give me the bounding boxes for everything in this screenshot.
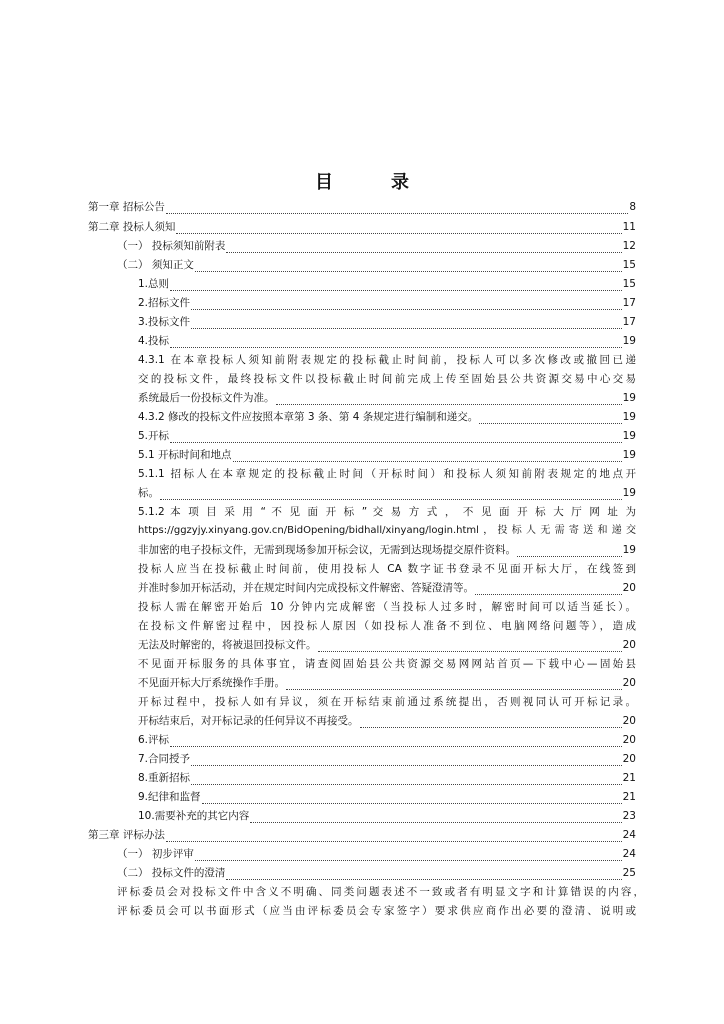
toc-entry[interactable]: [138, 429, 636, 443]
toc-entry[interactable]: [138, 676, 636, 690]
toc-entry-page: 20: [622, 753, 636, 765]
toc-entry-line: 投标人应当在投标截止时间前，使用投标人 CA 数字证书登录不见面开标大厅，在线签到: [138, 563, 636, 575]
toc-entry-label: 7.合同授予: [138, 753, 191, 765]
toc-entry-label: 2.招标文件: [138, 297, 191, 309]
toc-entry-page: 17: [622, 316, 636, 328]
toc-entry[interactable]: [138, 581, 636, 595]
toc-entry[interactable]: [138, 543, 636, 557]
toc-entry-page: 20: [622, 677, 636, 689]
toc-entry-label: 标。: [138, 487, 159, 499]
toc-entry-page: 20: [622, 715, 636, 727]
toc-entry-label: （二） 投标文件的澄清: [117, 867, 226, 879]
body-text-line: 评标委员会对投标文件中含义不明确、同类问题表述不一致或者有明显文字和计算错误的内容，: [117, 886, 644, 898]
toc-entry-line: 开标过程中，投标人如有异议，须在开标结束前通过系统提出，否则视同认可开标记录。: [138, 696, 636, 708]
toc-entry-label: 并准时参加开标活动，并在规定时间内完成投标文件解密、答疑澄清等。: [138, 582, 474, 594]
toc-entry-label: 第三章 评标办法: [88, 829, 165, 841]
toc-entry-line: 不见面开标服务的具体事宜，请查阅固始县公共资源交易网网站首页—下载中心—固始县: [138, 658, 636, 670]
toc-entry-page: 12: [622, 240, 636, 252]
toc-entry-label: 3.投标文件: [138, 316, 191, 328]
toc-entry[interactable]: [138, 486, 636, 500]
toc-entry-page: 20: [622, 639, 636, 651]
toc-entry-page: 17: [622, 297, 636, 309]
toc-entry-label: 6.评标: [138, 734, 170, 746]
toc-entry-page: 15: [622, 278, 636, 290]
toc-entry[interactable]: [138, 296, 636, 310]
toc-entry-page: 25: [622, 867, 636, 879]
toc-entry[interactable]: [138, 391, 636, 405]
toc-entry[interactable]: [117, 239, 636, 253]
body-text-line: 评标委员会可以书面形式（应当由评标委员会专家签字）要求供应商作出必要的澄清、说明或: [117, 905, 636, 917]
toc-entry-page: 19: [622, 430, 636, 442]
toc-entry-label: 8.重新招标: [138, 772, 191, 784]
toc-entry-page: 19: [622, 449, 636, 461]
toc-entry-page: 19: [622, 487, 636, 499]
toc-entry-line: 交的投标文件，最终投标文件以投标截止时间前完成上传至固始县公共资源交易中心交易: [138, 373, 636, 385]
toc-entry-label: 4.投标: [138, 335, 170, 347]
toc-entry-line: 在投标文件解密过程中，因投标人原因（如投标人准备不到位、电脑网络问题等），造成: [138, 620, 636, 632]
toc-entry[interactable]: [138, 638, 636, 652]
toc-entry-page: 8: [629, 201, 636, 213]
toc-entry-page: 21: [622, 772, 636, 784]
page-title: 目 录: [315, 172, 429, 193]
toc-entry-label: 非加密的电子投标文件，无需到现场参加开标会议，无需到达现场提交原件资料。: [138, 544, 516, 556]
toc-entry[interactable]: [138, 809, 636, 823]
toc-entry[interactable]: [138, 733, 636, 747]
toc-entry-label: 1.总则: [138, 278, 170, 290]
toc-entry-page: 19: [622, 411, 636, 423]
toc-entry-label: 开标结束后，对开标记录的任何异议不再接受。: [138, 715, 359, 727]
toc-entry-page: 20: [622, 582, 636, 594]
toc-entry[interactable]: [138, 448, 636, 462]
toc-entry-line: https://ggzyjy.xinyang.gov.cn/BidOpening/bidhall/xinyang/login.html，投标人无需寄送和递交: [138, 525, 636, 536]
toc-entry[interactable]: [138, 714, 636, 728]
toc-entry-page: 19: [622, 544, 636, 556]
toc-entry[interactable]: [138, 752, 636, 766]
toc-entry[interactable]: [117, 847, 636, 861]
toc-entry[interactable]: [117, 258, 636, 272]
toc-entry-label: 第二章 投标人须知: [88, 221, 176, 233]
toc-entry-label: 无法及时解密的，将被退回投标文件。: [138, 639, 317, 651]
toc-entry[interactable]: [138, 334, 636, 348]
toc-entry[interactable]: [138, 315, 636, 329]
toc-entry[interactable]: [138, 771, 636, 785]
toc-entry-label: 5.开标: [138, 430, 170, 442]
toc-entry[interactable]: [88, 828, 636, 842]
toc-entry-label: 第一章 招标公告: [88, 201, 165, 213]
toc-entry-line: 5.1.1 招标人在本章规定的投标截止时间（开标时间）和投标人须知前附表规定的地点开: [138, 468, 636, 480]
toc-entry-page: 19: [622, 392, 636, 404]
toc-entry[interactable]: [88, 220, 636, 234]
toc-entry-page: 23: [622, 810, 636, 822]
toc-entry[interactable]: [138, 410, 636, 424]
toc-entry-label: 不见面开标大厅系统操作手册。: [138, 677, 285, 689]
toc-entry-label: （二） 须知正文: [117, 259, 194, 271]
toc-entry-label: 5.1 开标时间和地点: [138, 449, 232, 461]
toc-entry-line: 投标人需在解密开始后 10 分钟内完成解密（当投标人过多时，解密时间可以适当延长）。: [138, 601, 636, 613]
toc-entry-line: 4.3.1 在本章投标人须知前附表规定的投标截止时间前，投标人可以多次修改或撤回已递: [138, 354, 636, 366]
toc-entry-label: （一） 投标须知前附表: [117, 240, 226, 252]
toc-entry[interactable]: [88, 200, 636, 214]
toc-entry-page: 19: [622, 335, 636, 347]
toc-entry-page: 24: [622, 829, 636, 841]
toc-entry[interactable]: [138, 277, 636, 291]
toc-entry-label: 4.3.2 修改的投标文件应按照本章第 3 条、第 4 条规定进行编制和递交。: [138, 411, 479, 423]
toc-entry-label: 10.需要补充的其它内容: [138, 810, 250, 822]
toc-entry-label: （一） 初步评审: [117, 848, 194, 860]
toc-entry-label: 系统最后一份投标文件为准。: [138, 392, 275, 404]
toc-entry-label: 9.纪律和监督: [138, 791, 201, 803]
toc-entry-page: 15: [622, 259, 636, 271]
toc-entry-page: 21: [622, 791, 636, 803]
toc-entry-page: 24: [622, 848, 636, 860]
toc-entry-line: 5.1.2 本 项 目 采 用 “ 不 见 面 开 标 ” 交 易 方 式 ， 不 见 面 开 标 大 厅 网 址 为: [138, 506, 636, 518]
toc-entry[interactable]: [138, 790, 636, 804]
toc-entry-page: 11: [622, 221, 636, 233]
toc-entry[interactable]: [117, 866, 636, 880]
toc-entry-page: 20: [622, 734, 636, 746]
